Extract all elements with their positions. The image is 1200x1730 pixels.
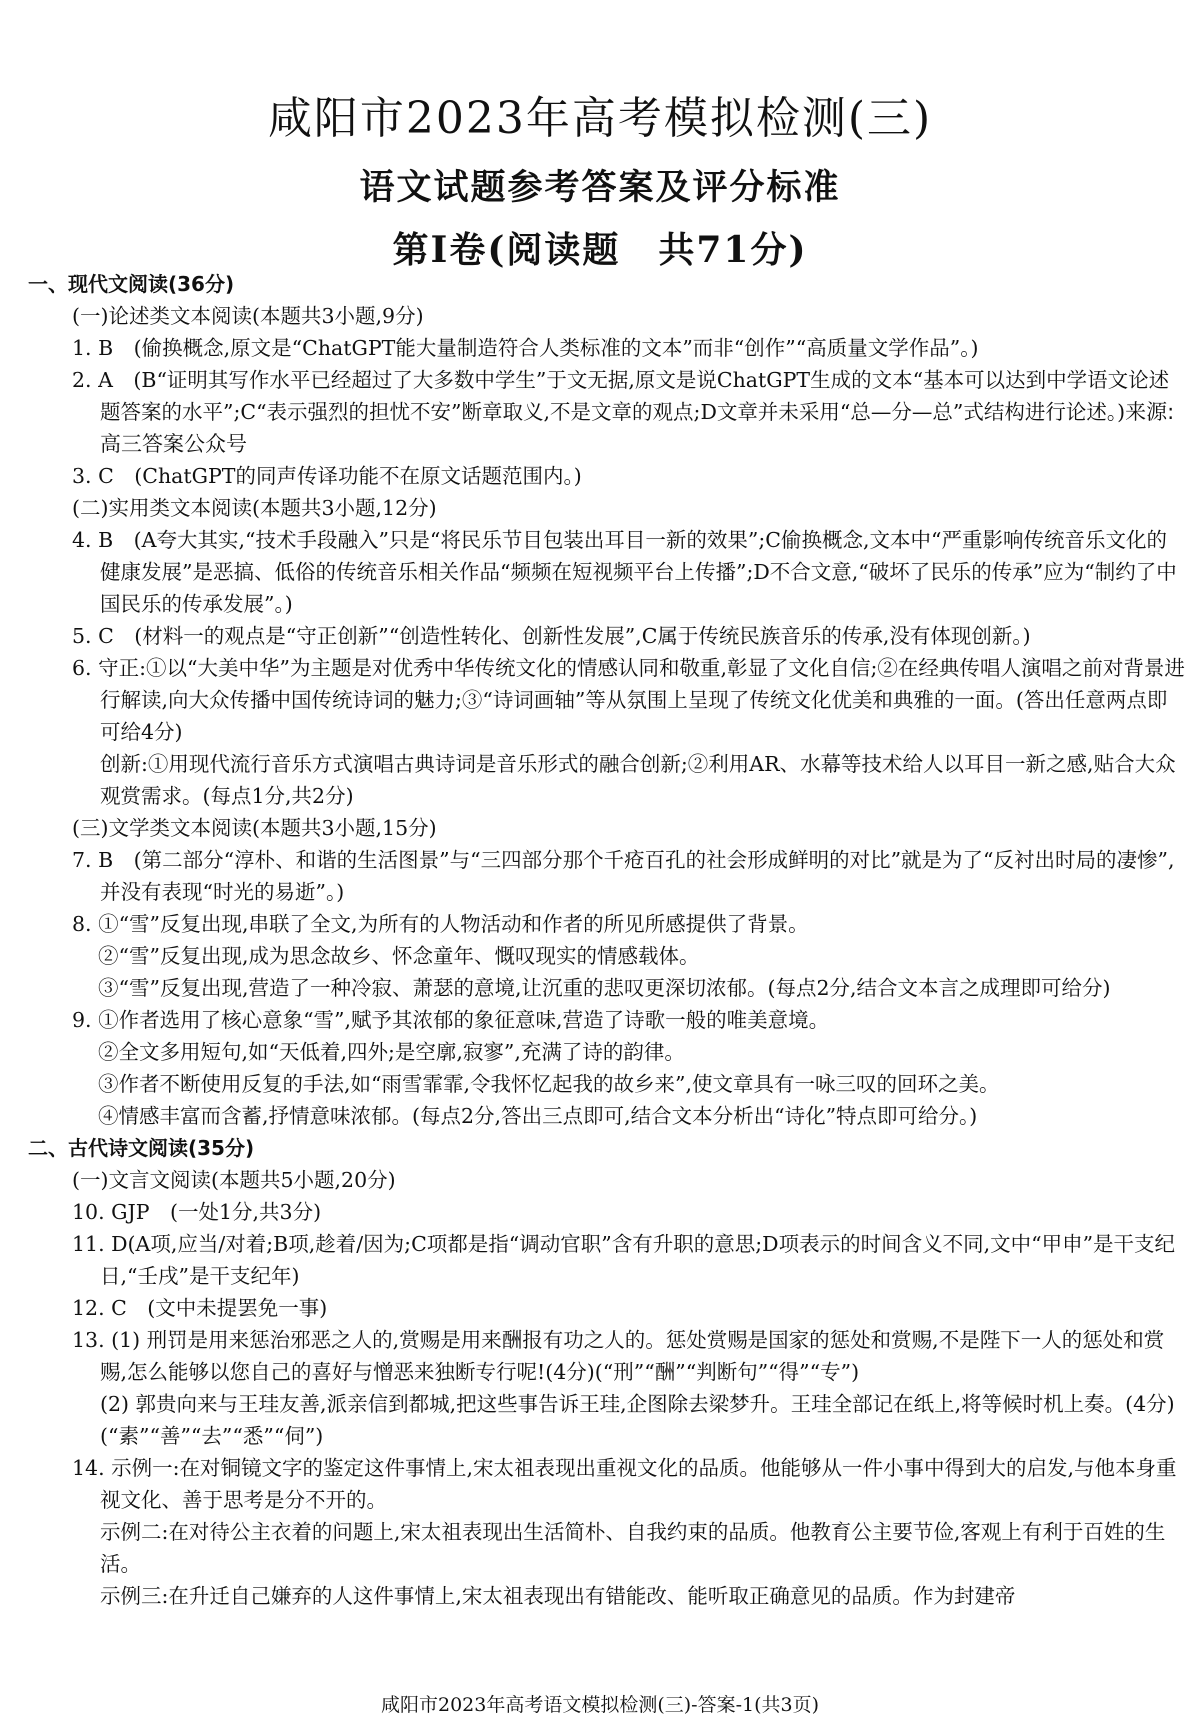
- answer-q13-part2: (2) 郭贵向来与王珪友善,派亲信到都城,把这些事告诉王珪,企图除去梁梦升。王珪全部记在纸上,将等候时机上奏。(4分)(“素”“善”“去”“悉”“伺”): [100, 1392, 1175, 1448]
- answer-q14-example1: 14. 示例一:在对铜镜文字的鉴定这件事情上,宋太祖表现出重视文化的品质。他能够从一件小事中得到大的启发,与他本身重视文化、善于思考是分不开的。: [72, 1456, 1177, 1512]
- volume-heading: 第Ⅰ卷(阅读题 共71分): [392, 229, 808, 271]
- section-heading-2: 二、古代诗文阅读(35分): [28, 1136, 255, 1160]
- answer-q4: 4. B (A夸大其实,“技术手段融入”只是“将民乐节目包装出耳目一新的效果”;C偷换概念,文本中“严重影响传统音乐文化的健康发展”是恶搞、低俗的传统音乐相关作品“频频在短视频平台上传播”;D不合文意,“破坏了民乐的传承”应为“制约了中国民乐的传承发展”。): [72, 528, 1177, 616]
- answer-q8-point1: 8. ①“雪”反复出现,串联了全文,为所有的人物活动和作者的所见所感提供了背景。: [72, 912, 809, 936]
- answer-q9-point2: ②全文多用短句,如“天低着,四外;是空廓,寂寥”,充满了诗的韵律。: [98, 1040, 685, 1064]
- answer-q6-part1: 6. 守正:①以“大美中华”为主题是对优秀中华传统文化的情感认同和敬重,彰显了文化自信;②在经典传唱人演唱之前对背景进行解读,向大众传播中国传统诗词的魅力;③“诗词画轴”等从氛围上呈现了传统文化优美和典雅的一面。(答出任意两点即可给4分): [72, 656, 1185, 744]
- exam-title: 咸阳市2023年高考模拟检测(三): [267, 93, 933, 144]
- answer-q2: [28, 364, 1186, 460]
- subsection-heading: (一)论述类文本阅读(本题共3小题,9分): [72, 304, 424, 328]
- exam-subtitle: 语文试题参考答案及评分标准: [359, 167, 841, 208]
- answer-q13-part1: 13. (1) 刑罚是用来惩治邪恶之人的,赏赐是用来酬报有功之人的。惩处赏赐是国家的惩处和赏赐,不是陛下一人的惩处和赏赐,怎么能够以您自己的喜好与憎恶来独断专行呢!(4分)(“刑”“酬”“判断句”“得”“专”): [72, 1328, 1165, 1384]
- subsection-heading: (一)文言文阅读(本题共5小题,20分): [72, 1168, 396, 1192]
- answer-content: [28, 268, 1186, 1612]
- answer-q3: 3. C (ChatGPT的同声传译功能不在原文话题范围内。): [72, 464, 582, 488]
- source-note: 来源:高三答案公众号: [100, 400, 1175, 456]
- answer-q14-example3: 示例三:在升迁自己嫌弃的人这件事情上,宋太祖表现出有错能改、能听取正确意见的品质。作为封建帝: [100, 1584, 1016, 1608]
- answer-q9-point1: 9. ①作者选用了核心意象“雪”,赋予其浓郁的象征意味,营造了诗歌一般的唯美意境。: [72, 1008, 830, 1032]
- answer-q5: 5. C (材料一的观点是“守正创新”“创造性转化、创新性发展”,C属于传统民族音乐的传承,没有体现创新。): [72, 624, 1031, 648]
- answer-q9-point3: ③作者不断使用反复的手法,如“雨雪霏霏,令我怀忆起我的故乡来”,使文章具有一咏三叹的回环之美。: [98, 1072, 1000, 1096]
- subsection-heading: (二)实用类文本阅读(本题共3小题,12分): [72, 496, 437, 520]
- answer-q1: 1. B (偷换概念,原文是“ChatGPT能大量制造符合人类标准的文本”而非“创作”“高质量文学作品”。): [72, 336, 979, 360]
- answer-q8-point3: ③“雪”反复出现,营造了一种冷寂、萧瑟的意境,让沉重的悲叹更深切浓郁。(每点2分,结合文本言之成理即可给分): [98, 976, 1111, 1000]
- answer-q2-text: 2. A (B“证明其写作水平已经超过了大多数中学生”于文无据,原文是说ChatGPT生成的文本“基本可以达到中学语文论述题答案的水平”;C“表示强烈的担忧不安”断章取义,不是文章的观点;D文章并未采用“总—分—总”式结构进行论述。): [72, 368, 1170, 424]
- answer-q6-part2: 创新:①用现代流行音乐方式演唱古典诗词是音乐形式的融合创新;②利用AR、水幕等技术给人以耳目一新之感,贴合大众观赏需求。(每点1分,共2分): [100, 752, 1176, 808]
- subsection-heading: (三)文学类文本阅读(本题共3小题,15分): [72, 816, 437, 840]
- page-footer: 咸阳市2023年高考语文模拟检测(三)-答案-1(共3页): [380, 1694, 820, 1716]
- answer-q12: 12. C (文中未提罢免一事): [72, 1296, 328, 1320]
- answer-q10: 10. GJP (一处1分,共3分): [72, 1200, 322, 1224]
- answer-q14-example2: 示例二:在对待公主衣着的问题上,宋太祖表现出生活简朴、自我约束的品质。他教育公主要节俭,客观上有利于百姓的生活。: [100, 1520, 1166, 1576]
- answer-q11: 11. D(A项,应当/对着;B项,趁着/因为;C项都是指“调动官职”含有升职的意思;D项表示的时间含义不同,文中“甲申”是干支纪日,“壬戌”是干支纪年): [72, 1232, 1176, 1288]
- answer-q8-point2: ②“雪”反复出现,成为思念故乡、怀念童年、慨叹现实的情感载体。: [98, 944, 700, 968]
- section-heading-1: 一、现代文阅读(36分): [28, 272, 235, 296]
- answer-q7: 7. B (第二部分“淳朴、和谐的生活图景”与“三四部分那个千疮百孔的社会形成鲜明的对比”就是为了“反衬出时局的凄惨”,并没有表现“时光的易逝”。): [72, 848, 1175, 904]
- answer-q9-point4: ④情感丰富而含蓄,抒情意味浓郁。(每点2分,答出三点即可,结合文本分析出“诗化”特点即可给分。): [98, 1104, 978, 1128]
